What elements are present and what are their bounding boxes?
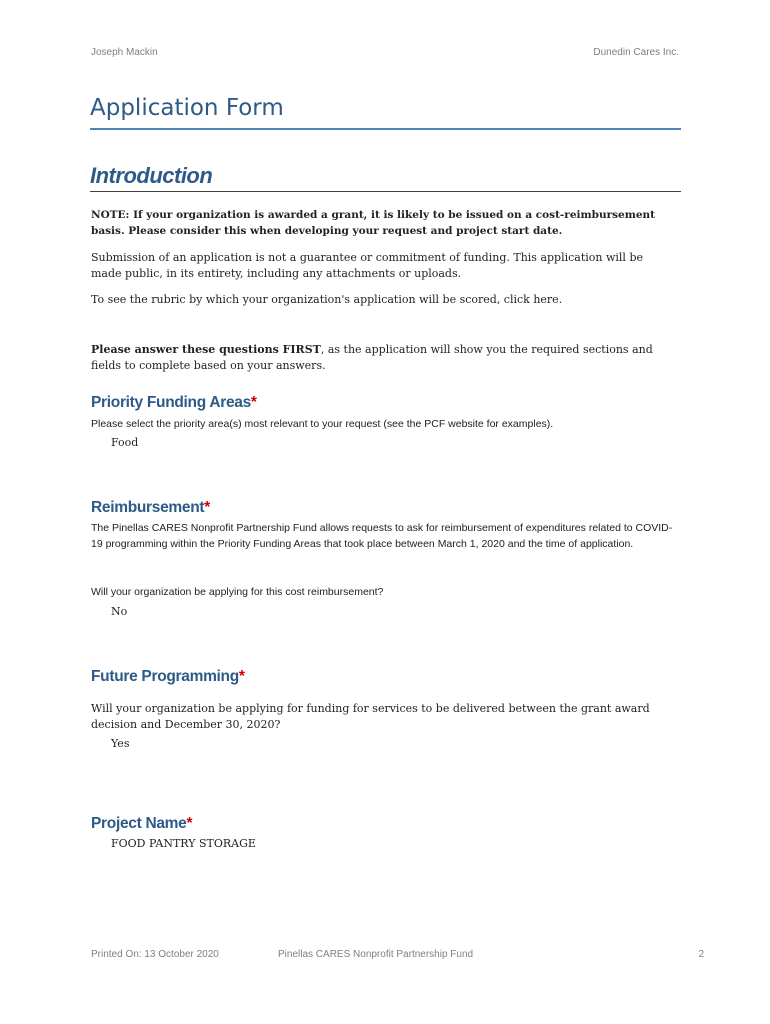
answer-first-bold: Please answer these questions FIRST (91, 343, 321, 356)
footer-page-number: 2 (698, 949, 704, 960)
project-name-heading (91, 815, 192, 833)
introduction-heading: Introduction (90, 163, 213, 188)
priority-funding-heading (91, 394, 257, 412)
introduction-paragraph-1: Submission of an application is not a guarantee or commitment of funding. This application will be made public, in its entirety, including any attachments or uploads. (91, 251, 643, 280)
page-title: Application Form (90, 95, 284, 121)
future-programming-question: Will your organization be applying for funding for services to be delivered between the grant award decision and December 30, 2020? (91, 702, 650, 731)
required-asterisk: * (250, 394, 257, 411)
reimbursement-title: Reimbursement (91, 499, 205, 516)
footer-printed-date: Printed On: 13 October 2020 (91, 949, 219, 960)
reimbursement-heading (91, 499, 210, 517)
answer-first-paragraph (91, 342, 676, 374)
header-author: Joseph Mackin (91, 47, 158, 58)
header-organization: Dunedin Cares Inc. (593, 47, 679, 58)
introduction-paragraph-2: To see the rubric by which your organization's application will be scored, click here. (91, 293, 563, 306)
project-name-title: Project Name (91, 815, 187, 832)
answer-first-rest: , as the application will show you the required sections and fields to complete based on your answers. (91, 343, 653, 372)
introduction-divider (90, 191, 681, 192)
reimbursement-description: The Pinellas CARES Nonprofit Partnership Fund allows requests to ask for reimbursement of expenditures related to COVID-19 programming within the Priority Funding Areas that took place between March 1, 2020 and the time of application. (91, 522, 673, 550)
priority-funding-answer: Food (111, 436, 139, 449)
project-name-answer: FOOD PANTRY STORAGE (111, 837, 256, 850)
reimbursement-answer: No (111, 605, 128, 618)
priority-funding-title: Priority Funding Areas (91, 394, 251, 411)
future-programming-answer: Yes (111, 737, 130, 750)
future-programming-title: Future Programming (91, 668, 239, 685)
title-divider (90, 128, 681, 130)
footer-fund-name: Pinellas CARES Nonprofit Partnership Fund (278, 949, 474, 960)
required-asterisk: * (204, 499, 210, 516)
required-asterisk: * (238, 668, 245, 685)
reimbursement-question: Will your organization be applying for this cost reimbursement? (91, 586, 384, 598)
priority-funding-description: Please select the priority area(s) most relevant to your request (see the PCF website for examples). (91, 418, 554, 430)
required-asterisk: * (186, 815, 193, 832)
introduction-note: NOTE: If your organization is awarded a grant, it is likely to be issued on a cost-reimbursement basis. Please consider this when developing your request and project start date. (91, 209, 655, 237)
future-programming-heading (91, 668, 245, 686)
